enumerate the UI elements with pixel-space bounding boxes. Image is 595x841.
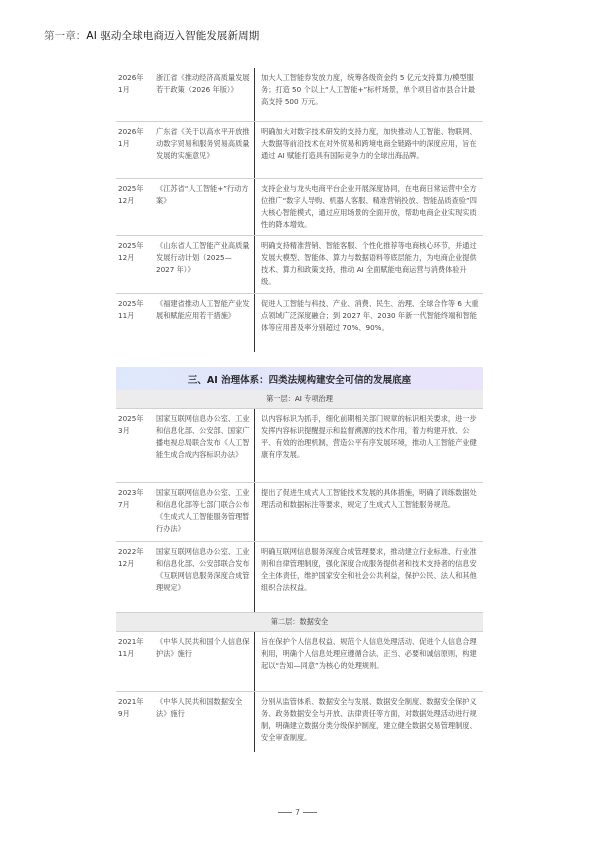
policy-cell: 国家互联网信息办公室、工业和信息化部、公安部、国家广播电视总局联合发布《人工智能生成合成内容标识办法》 [156,414,250,459]
date-cell: 2025年 11月 [118,299,144,320]
content-cell: 分别从监管体系、数据安全与发展、数据安全制度、数据安全保护义务、政务数据安全与开放、法律责任等方面，对数据处理活动进行规制，明确建立数据分类分级保护制度，建立健全数据交易管理制度、安全审查制度。 [254,692,483,752]
date-cell: 2025年 3月 [118,414,144,435]
table-row [116,409,483,483]
content-cell: 明确加大对数字技术研发的支持力度，加快推动人工智能、物联网、大数据等前沿技术在对外贸易和跨境电商全链路中的深度应用，旨在通过 AI 赋能打造具有国际竞争力的全球出海品牌。 [254,122,483,178]
date-cell: 2026年 1月 [118,127,144,148]
policy-cell: 浙江省《推动经济高质量发展若干政策（2026 年版）》 [156,73,250,94]
policy-cell: 国家互联网信息办公室、工业和信息化部、公安部联合发布《互联网信息服务深度合成管理规定》 [156,547,250,592]
table-row [116,542,483,613]
table-row [116,68,483,122]
date-cell: 2025年 12月 [118,184,144,205]
content-cell: 提出了促进生成式人工智能技术发展的具体措施，明确了训练数据处理活动和数据标注等要求，规定了生成式人工智能服务规范。 [254,483,483,541]
policy-table-provincial [116,68,483,352]
policy-table-governance [116,390,483,752]
content-cell: 加大人工智能券发放力度，统筹各级资金约 5 亿元支持算力/模型服务；打造 50 个以上“人工智能+”标杆场景，单个项目省市县合计最高支持 500 万元。 [254,68,483,121]
running-header [44,28,259,43]
table-row [116,179,483,236]
section-heading: 三、AI 治理体系：四类法规构建安全可信的发展底座 [116,367,483,390]
table-row [116,692,483,752]
date-cell: 2023年 7月 [118,488,144,509]
date-cell: 2025年 12月 [118,241,144,262]
policy-cell: 《中华人民共和国数据安全法》施行 [156,697,243,718]
table-row [116,236,483,294]
content-cell: 以内容标识为抓手，细化前期相关部门规章的标识相关要求，进一步发挥内容标识提醒提示和监督溯源的技术作用，着力构建开放、公平、有效的治理机制，营造公平有序发展环境，推动人工智能产业健康有序发展。 [254,409,483,482]
content-cell: 明确支持精准营销、智能客服、个性化推荐等电商核心环节，并通过发展大模型、智能体、算力与数据语料等底层能力，为电商企业提供技术、算力和政策支持，推动 AI 全面赋能电商运营与消费体验升级。 [254,236,483,293]
table-row [116,122,483,179]
table-row [116,294,483,352]
table-row [116,632,483,692]
policy-cell: 《中华人民共和国个人信息保护法》施行 [156,637,250,658]
date-cell: 2022年 12月 [118,547,144,568]
policy-cell: 《福建省推动人工智能产业发展和赋能应用若干措施》 [156,299,250,320]
date-cell: 2026年 1月 [118,73,144,94]
policy-cell: 广东省《关于以高水平开放推动数字贸易和服务贸易高质量发展的实施意见》 [156,127,250,160]
content-cell: 旨在保护个人信息权益、规范个人信息处理活动、促进个人信息合理利用，明确个人信息处理应遵循合法、正当、必要和诚信原则，构建起以“告知—同意”为核心的处理规则。 [254,632,483,691]
date-cell: 2021年 9月 [118,697,144,718]
policy-cell: 《江苏省“人工智能+”行动方案》 [156,184,249,205]
layer-heading-ai: 第一层：AI 专项治理 [116,390,483,409]
chapter-title: AI 驱动全球电商迈入智能发展新周期 [86,30,260,42]
policy-cell: 《山东省人工智能产业高质量发展行动计划（2025—2027 年）》 [156,241,250,274]
page-number [0,808,595,817]
content-cell: 支持企业与龙头电商平台企业开展深度协同，在电商日常运营中全方位推广“数字人导购、机器人客服、精准营销投放、智能品质查验”四大核心智能模式，通过应用场景的全面开放，帮助电商企业实现实质性的降本增效。 [254,179,483,235]
divider [303,812,317,813]
layer-heading-data: 第二层：数据安全 [116,613,483,632]
table-row [116,483,483,542]
date-cell: 2021年 11月 [118,637,144,658]
divider [278,812,292,813]
policy-cell: 国家互联网信息办公室、工业和信息化部等七部门联合公布《生成式人工智能服务管理暂行办法》 [156,488,250,533]
content-cell: 明确互联网信息服务深度合成管理要求，推动建立行业标准、行业准则和自律管理制度，强化深度合成服务提供者和技术支持者的信息安全主体责任，维护国家安全和社会公共利益，保护公民、法人和其他组织合法权益。 [254,542,483,612]
page-number-text: 7 [295,808,300,817]
chapter-label: 第一章： [44,30,87,42]
content-cell: 促进人工智能与科技、产业、消费、民生、治理、全球合作等 6 大重点领域广泛深度融合；到 2027 年、2030 年新一代智能终端和智能体等应用普及率分别超过 70%、90%。 [254,294,483,352]
